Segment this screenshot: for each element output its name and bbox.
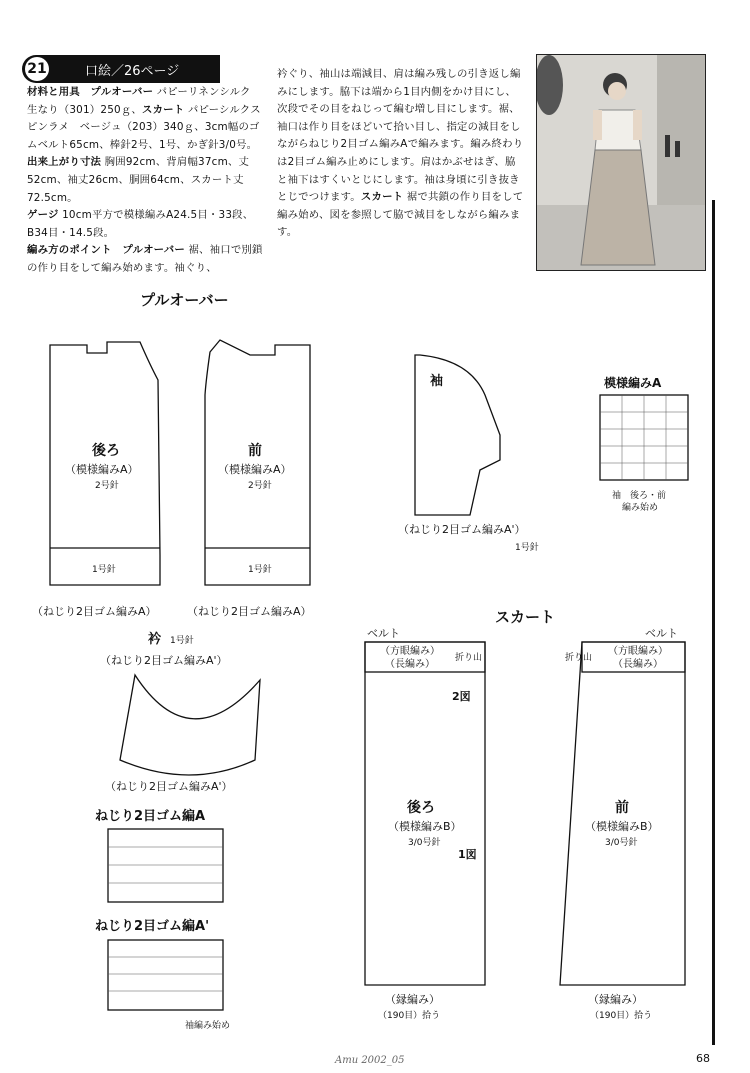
materials-text-1: パピーリネンシルク 生なり（301）250ｇ、 (27, 86, 262, 116)
materials-label: 材料と用具 (27, 86, 80, 98)
front-rib-label: （ねじり2目ゴム編みA） (187, 605, 312, 618)
rib-a2-title: ねじり2目ゴム編A' (95, 919, 210, 934)
fig-2: 2図 (452, 690, 471, 703)
edge-label-back: （縁編み） (385, 993, 440, 1006)
belt-part2-front: （長編み） (613, 659, 663, 670)
front-rib-needle: 1号針 (248, 565, 272, 575)
fig-1: 1図 (458, 848, 477, 861)
back-needle: 2号針 (95, 481, 119, 491)
right-margin-rule (712, 200, 715, 1045)
skirt-front-needle: 3/0号針 (605, 838, 638, 848)
col2-text-2: 裾で共鎖の作り目をして編み始め、図を参照して脇で減目をしながら編みます。 (277, 191, 524, 239)
skirt-label: スカート (142, 103, 185, 116)
pattern-a-caption-2: 編み始め (622, 503, 659, 513)
section-title: 口絵／26ページ (85, 64, 180, 79)
sleeve-outline (415, 355, 500, 515)
skirt-front-label: 前 (615, 800, 629, 816)
size-text: 胸囲92cm、背肩幅37cm、丈52cm、袖丈26cm、胴囲64cm、スカート丈72.5cm。 (27, 156, 250, 204)
belt-part2-back: （長編み） (385, 659, 435, 670)
gauge-label: ゲージ (27, 209, 59, 222)
pattern-a-caption-1: 袖 後ろ・前 (612, 491, 667, 501)
front-needle: 2号針 (248, 481, 272, 491)
pullover-title: プルオーバー (140, 291, 229, 309)
belt-label-front: ベルト (645, 627, 678, 640)
size-label: 出来上がり寸法 (27, 156, 102, 169)
back-rib-needle: 1号針 (92, 565, 116, 575)
magazine-footer: Amu 2002_05 (335, 1055, 405, 1066)
edge-count-back: （190目）拾う (378, 1011, 441, 1021)
back-pattern: （模様編みA） (65, 463, 139, 476)
skirt-back-needle: 3/0号針 (408, 838, 441, 848)
collar-needle: 1号針 (170, 636, 194, 646)
collar-label: 衿 (148, 632, 162, 647)
skirt-title: スカート (495, 608, 556, 626)
rib-a2-caption: 袖編み始め (185, 1021, 231, 1031)
sleeve-needle: 1号針 (515, 543, 539, 553)
point-pullover-label: プルオーバー (122, 244, 185, 257)
gauge-text: 10cm平方で模様編みA24.5目・33段、B34目・14.5段。 (27, 209, 254, 239)
rib-a-chart (108, 829, 223, 902)
fold-back: 折り山 (455, 653, 483, 663)
fold-front: 折り山 (565, 653, 593, 663)
skirt-back-pattern: （模様編みB） (388, 820, 462, 833)
pattern-a-title: 模様編みA (604, 376, 662, 390)
back-rib-label: （ねじり2目ゴム編みA） (32, 605, 157, 618)
belt-part1-back: （方眼編み） (380, 646, 440, 657)
collar-rib-bottom: （ねじり2目ゴム編みA'） (105, 780, 233, 793)
point-text: 裾、袖口で別鎖の作り目をして編み始めます。袖ぐり、 (27, 244, 263, 274)
col2-skirt-label: スカート (360, 191, 404, 204)
sleeve-rib: （ねじり2目ゴム編みA'） (398, 523, 526, 536)
materials-text-2: パピーシルクスピンラメ ベージュ（203）340ｇ、3cm幅のゴムベルト65cm、棒針2号、1号、かぎ針3/0号。 (27, 103, 261, 151)
section-number-badge: 21 (25, 57, 49, 81)
collar-rib: （ねじり2目ゴム編みA'） (100, 654, 228, 667)
belt-part1-front: （方眼編み） (608, 646, 668, 657)
collar-outline (120, 675, 260, 775)
skirt-back-label: 後ろ (407, 800, 435, 816)
back-label: 後ろ (92, 443, 120, 459)
front-label: 前 (248, 443, 262, 459)
edge-label-front: （縁編み） (588, 993, 643, 1006)
edge-count-front: （190目）拾う (590, 1011, 653, 1021)
front-pattern: （模様編みA） (218, 463, 292, 476)
point-label: 編み方のポイント (27, 244, 112, 257)
belt-label-back: ベルト (367, 627, 400, 640)
sleeve-label: 袖 (430, 374, 444, 389)
col2-text-1: 衿ぐり、袖山は端減目、肩は編み残しの引き返し編みにします。脇下は端から1目内側をかけ目にし、次段でその目をねじって編む増し目にします。裾、袖口は作り目をほどいて拾い目し、指定の減目をしながらねじり2目ゴム編みAで編みます。編み終わりは2目ゴム編み止めにします。肩はかぶせはぎ、脇と袖下はすくいとじにします。袖は身頃に引き抜きとじでつけます。 (277, 68, 524, 204)
rib-a2-chart (108, 940, 223, 1010)
pullover-label: プルオーバー (90, 86, 154, 98)
rib-a-title: ねじり2目ゴム編A (95, 809, 206, 824)
page-number: 68 (696, 1052, 710, 1065)
skirt-front-pattern: （模様編みB） (585, 820, 659, 833)
